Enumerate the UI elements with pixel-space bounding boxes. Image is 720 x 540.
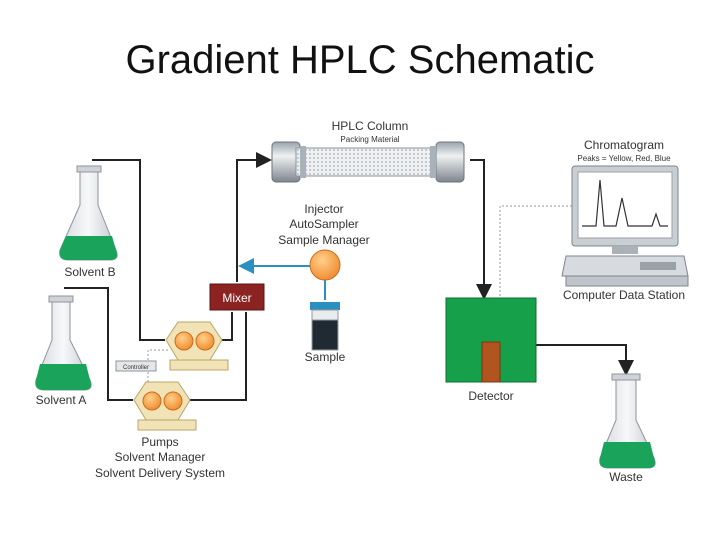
sample-label: Sample — [304, 350, 346, 364]
waste-label: Waste — [609, 470, 643, 484]
pumps-label: Pumps — [141, 435, 179, 449]
solvent-manager-label: Solvent Manager — [114, 450, 206, 464]
computer-data-station-label: Computer Data Station — [562, 288, 686, 302]
packing-material-label: Packing Material — [340, 135, 400, 144]
sample-vial — [310, 302, 340, 350]
solvent-a-label: Solvent A — [35, 393, 87, 407]
computer-keyboard — [562, 256, 688, 286]
peaks-label: Peaks = Yellow, Red, Blue — [577, 154, 671, 163]
solvent-b-label: Solvent B — [64, 265, 116, 279]
sample-manager-label: Sample Manager — [278, 233, 370, 247]
controller-label: Controller — [122, 365, 150, 371]
solvent-delivery-label: Solvent Delivery System — [94, 466, 226, 480]
page-title: Gradient HPLC Schematic — [125, 38, 595, 82]
autosampler-label: AutoSampler — [289, 217, 359, 231]
injector-valve — [310, 250, 340, 280]
detector-label: Detector — [468, 389, 514, 403]
injector-label: Injector — [304, 202, 344, 216]
mixer-label: Mixer — [222, 291, 252, 305]
chromatogram-label: Chromatogram — [583, 138, 665, 152]
hplc-column-label: HPLC Column — [331, 119, 409, 133]
hplc-column — [272, 142, 464, 182]
detector — [446, 298, 536, 382]
computer-monitor — [572, 166, 678, 254]
